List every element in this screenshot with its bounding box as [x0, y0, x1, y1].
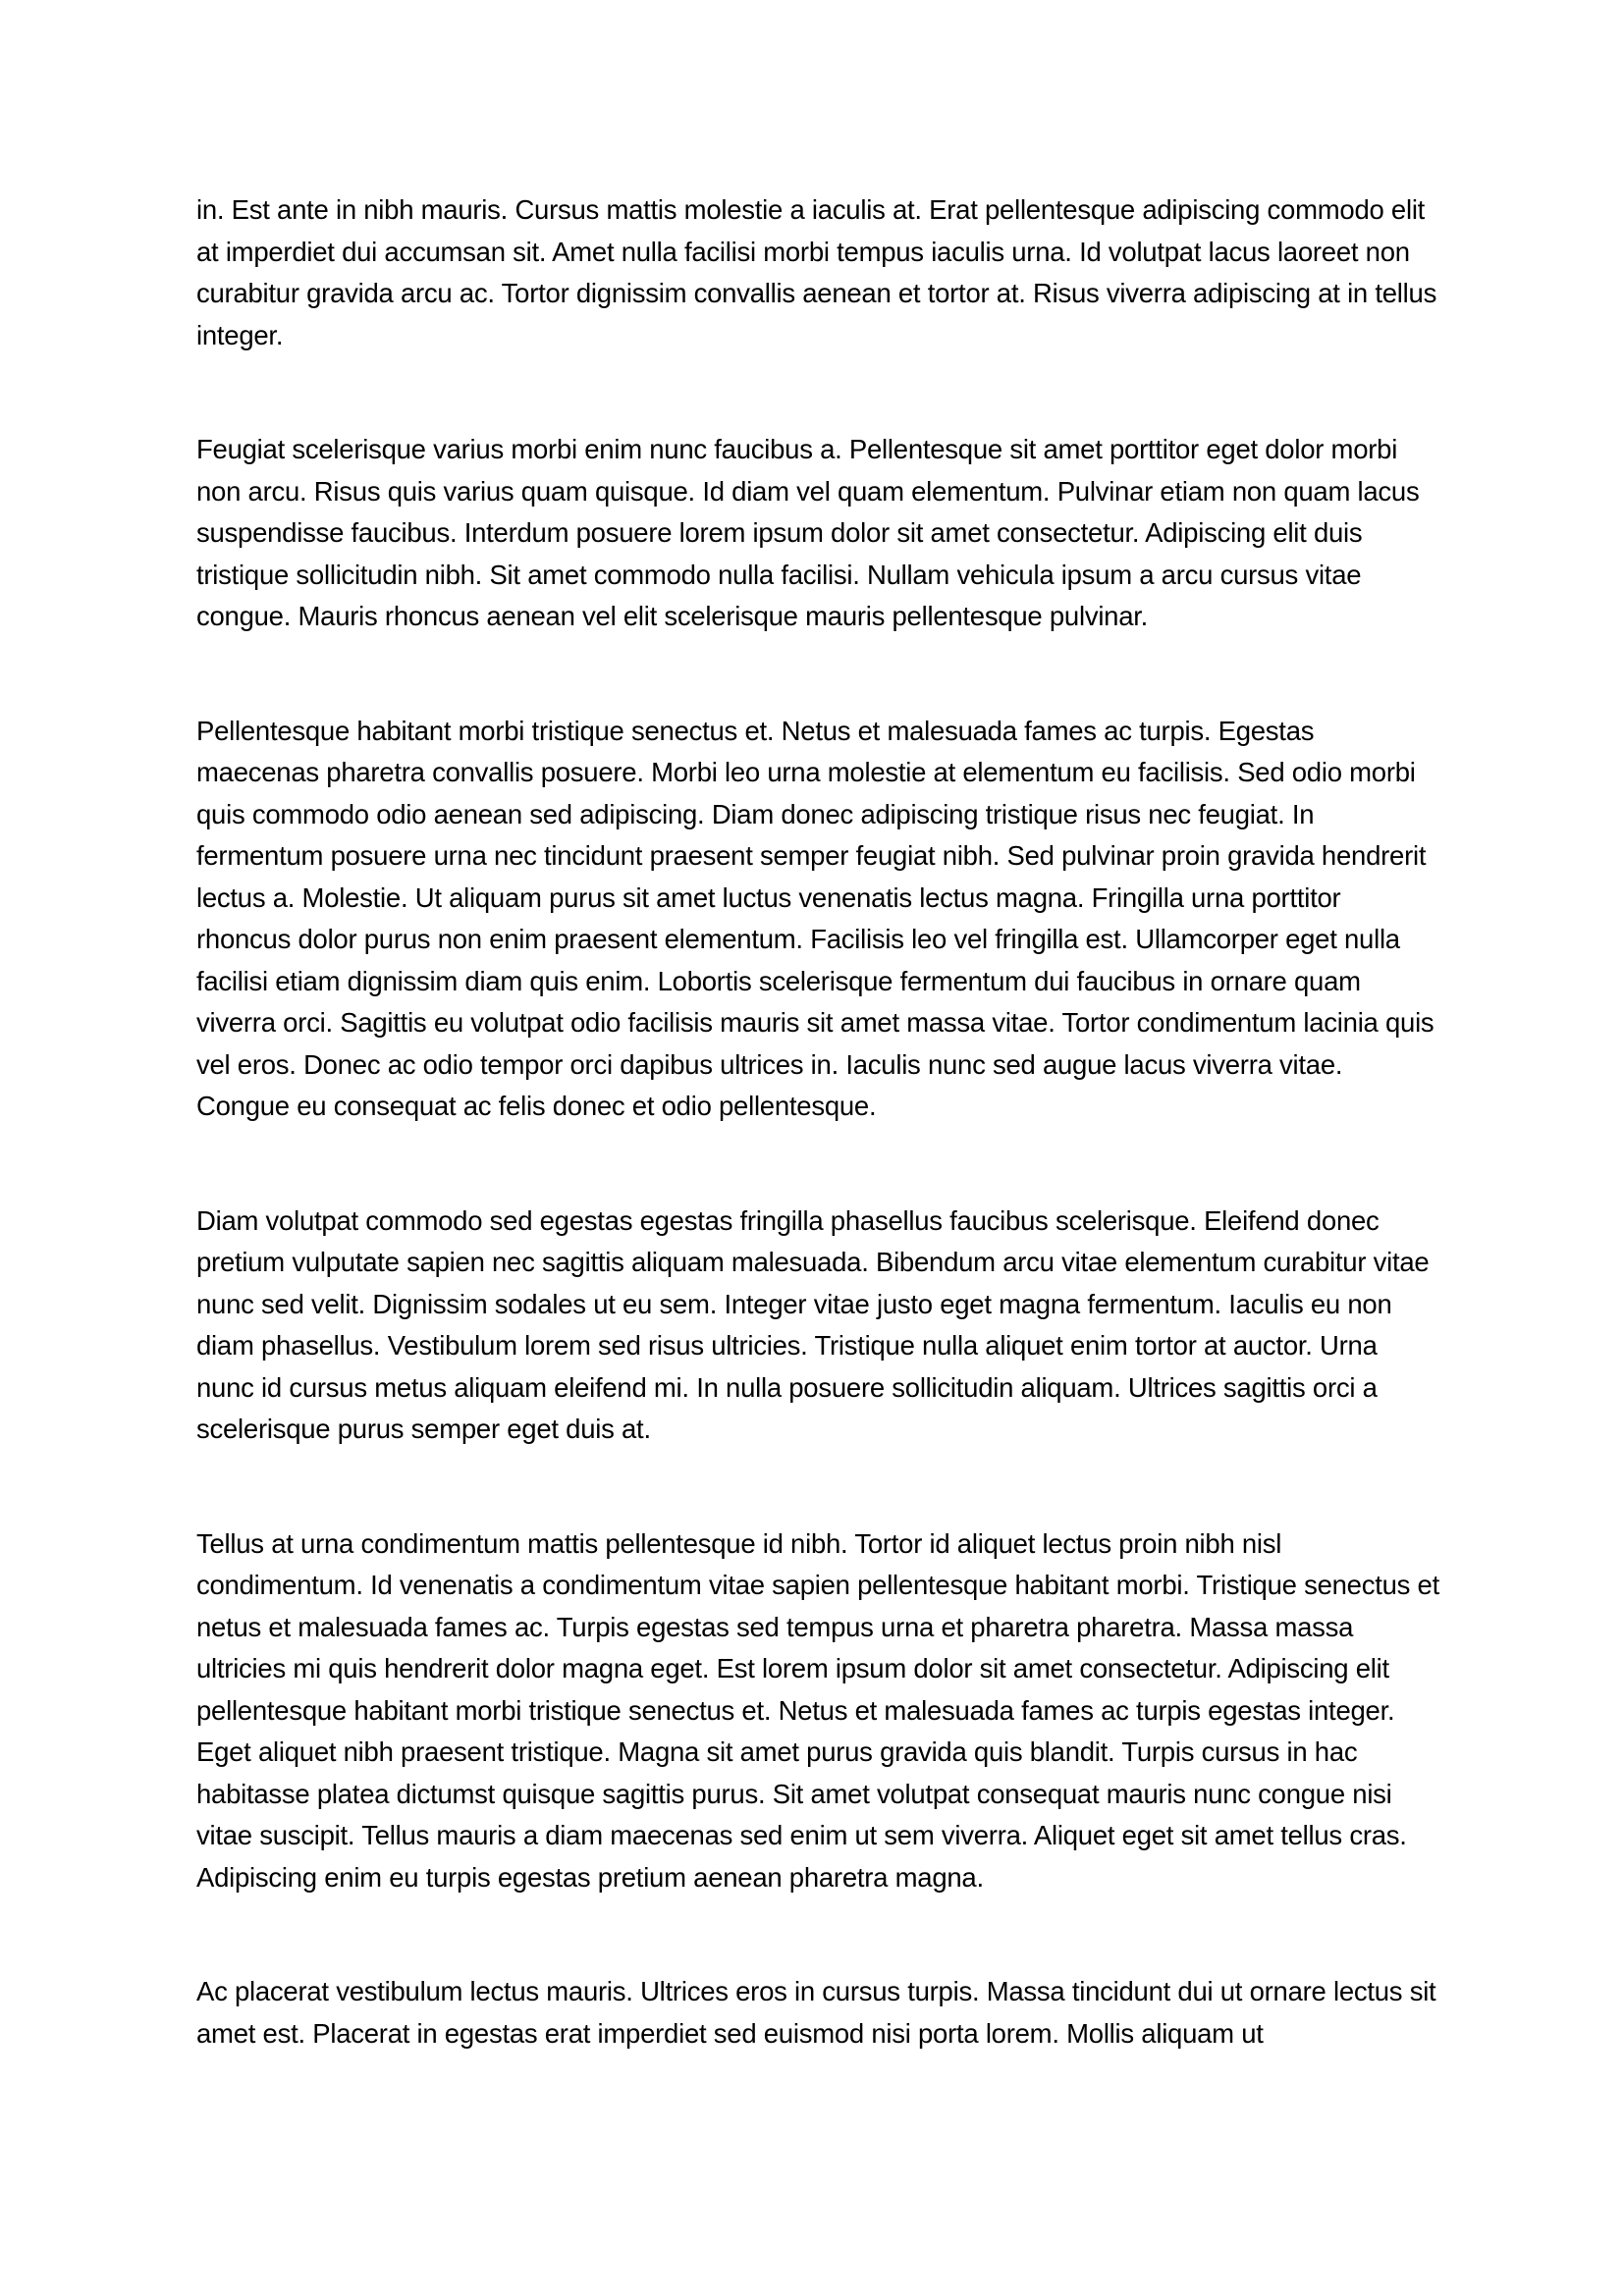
- paragraph-3: Pellentesque habitant morbi tristique senectus et. Netus et malesuada fames ac turpis. Egestas maecenas pharetra convallis posuere. Morbi leo urna molestie at elementum eu facilisis. Sed odio morbi quis commodo odio aenean sed adipiscing. Diam donec adipiscing tristique risus nec feugiat. In fermentum posuere urna nec tincidunt praesent semper feugiat nibh. Sed pulvinar proin gravida hendrerit lectus a. Molestie. Ut aliquam purus sit amet luctus venenatis lectus magna. Fringilla urna porttitor rhoncus dolor purus non enim praesent elementum. Facilisis leo vel fringilla est. Ullamcorper eget nulla facilisi etiam dignissim diam quis enim. Lobortis scelerisque fermentum dui faucibus in ornare quam viverra orci. Sagittis eu volutpat odio facilisis mauris sit amet massa vitae. Tortor condimentum lacinia quis vel eros. Donec ac odio tempor orci dapibus ultrices in. Iaculis nunc sed augue lacus viverra vitae. Congue eu consequat ac felis donec et odio pellentesque.: [196, 715, 1435, 1121]
- paragraph-5: Tellus at urna condimentum mattis pellentesque id nibh. Tortor id aliquet lectus proin nibh nisl condimentum. Id venenatis a condimentum vitae sapien pellentesque habitant morbi. Tristique senectus et netus et malesuada fames ac. Turpis egestas sed tempus urna et pharetra pharetra. Massa massa ultricies mi quis hendrerit dolor magna eget. Est lorem ipsum dolor sit amet consectetur. Adipiscing elit pellentesque habitant morbi tristique senectus et. Netus et malesuada fames ac turpis egestas integer. Eget aliquet nibh praesent tristique. Magna sit amet purus gravida quis blandit. Turpis cursus in hac habitasse platea dictumst quisque sagittis purus. Sit amet volutpat consequat mauris nunc congue nisi vitae suscipit. Tellus mauris a diam maecenas sed enim ut sem viverra. Aliquet eget sit amet tellus cras. Adipiscing enim eu turpis egestas pretium aenean pharetra magna.: [196, 1527, 1439, 1893]
- paragraph-1: in. Est ante in nibh mauris. Cursus mattis molestie a iaculis at. Erat pellentesque adipiscing commodo elit at imperdiet dui accumsan sit. Amet nulla facilisi morbi tempus iaculis urna. Id volutpat lacus laoreet non curabitur gravida arcu ac. Tortor dignissim convallis aenean et tortor at. Risus viverra adipiscing at in tellus integer.: [196, 194, 1437, 350]
- paragraph-2: Feugiat scelerisque varius morbi enim nunc faucibus a. Pellentesque sit amet porttitor eget dolor morbi non arcu. Risus quis varius quam quisque. Id diam vel quam elementum. Pulvinar etiam non quam lacus suspendisse faucibus. Interdum posuere lorem ipsum dolor sit amet consectetur. Adipiscing elit duis tristique sollicitudin nibh. Sit amet commodo nulla facilisi. Nullam vehicula ipsum a arcu cursus vitae congue. Mauris rhoncus aenean vel elit scelerisque mauris pellentesque pulvinar.: [196, 434, 1420, 631]
- document-body: [196, 189, 1439, 2055]
- paragraph-6: Ac placerat vestibulum lectus mauris. Ultrices eros in cursus turpis. Massa tincidunt dui ut ornare lectus sit amet est. Placerat in egestas erat imperdiet sed euismod nisi porta lorem. Mollis aliquam ut: [196, 1976, 1436, 2049]
- paragraph-4: Diam volutpat commodo sed egestas egestas fringilla phasellus faucibus scelerisque. Eleifend donec pretium vulputate sapien nec sagittis aliquam malesuada. Bibendum arcu vitae elementum curabitur vitae nunc sed velit. Dignissim sodales ut eu sem. Integer vitae justo eget magna fermentum. Iaculis eu non diam phasellus. Vestibulum lorem sed risus ultricies. Tristique nulla aliquet enim tortor at auctor. Urna nunc id cursus metus aliquam eleifend mi. In nulla posuere sollicitudin aliquam. Ultrices sagittis orci a scelerisque purus semper eget duis at.: [196, 1204, 1430, 1444]
